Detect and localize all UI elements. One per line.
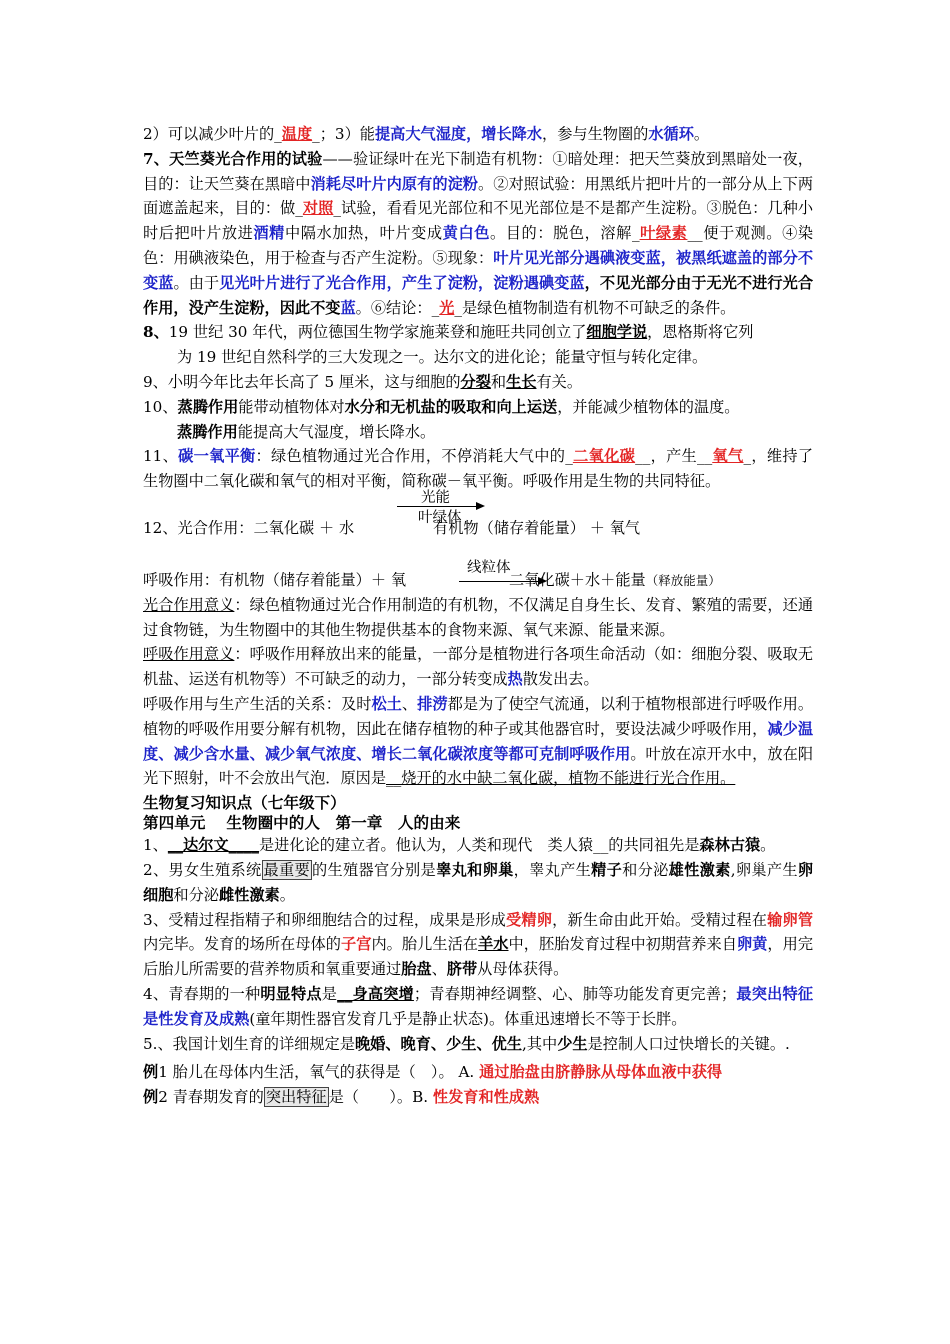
answer: 性发育和性成熟 — [432, 1088, 540, 1107]
answer-humidity: 提高大气湿度，增长降水 — [374, 125, 543, 143]
paragraph-10-transpiration — [143, 395, 813, 445]
highlight: 消耗尽叶片内原有的淀粉 — [310, 174, 479, 193]
answer-cell-theory: 细胞学说 — [586, 323, 648, 342]
bold-text: 蒸腾作用 — [177, 397, 239, 416]
text: 4、青春期的一种 — [143, 984, 261, 1003]
text: 二氧化碳＋水＋能量 — [509, 570, 646, 589]
text: 。叶放在凉开水中，放在阳光下照射，叶不会放出气泡．原因是 — [143, 744, 814, 788]
answer-chlorophyll: 叶绿素 — [639, 224, 688, 243]
answer-yolk: 卵黄 — [736, 935, 768, 954]
photosynthesis-equation — [143, 489, 813, 544]
answer-loosen-soil: 松土 — [371, 694, 402, 713]
text: 是控制人口过快增长的关键。. — [587, 1034, 790, 1053]
text: 19 世纪 30 年代，两位德国生物学家施莱登和施旺共同创立了 — [168, 323, 587, 342]
text: _是绿色植物制造有机物不可缺乏的条件。 — [454, 298, 736, 317]
item-7-title: 7、天竺葵光合作用的试验 — [143, 149, 323, 168]
equation-right: 有机物（储存着能量） ＋ 氧气 — [433, 518, 641, 537]
text: ,卵巢产生 — [730, 860, 798, 879]
text: _；3）能 — [312, 125, 375, 143]
answer-division: 分裂 — [460, 372, 491, 391]
text: 2 青春期发育的 — [158, 1088, 264, 1107]
document-body — [143, 122, 813, 1110]
text: 。⑥结论：_ — [355, 298, 440, 317]
bold-text: 睾丸和卵巢 — [436, 860, 514, 879]
answer: 通过胎盘由脐静脉从母体血液中获得 — [479, 1063, 723, 1082]
boxed-term: 最重要 — [263, 860, 311, 879]
arrow-label-light: 光能 — [421, 489, 450, 506]
text: 中，胚胎发育过程中初期营养来自 — [508, 935, 737, 954]
bold-text: 明显特点 — [260, 984, 322, 1003]
answer-oxygen: 氧气 — [712, 447, 744, 466]
text: 。由于 — [173, 273, 220, 292]
arrow-label-mitochondria: 线粒体 — [467, 559, 511, 576]
answer-forest-ape: 森林古猿 — [699, 836, 761, 855]
bold-text: 雌性激素 — [218, 885, 280, 904]
text: _，维持了生物圈中二氧化碳和氧气的相对平衡，简称碳－氧平衡。呼吸作用是生物的共同特征。 — [143, 447, 814, 491]
bold-text: 雄性激素 — [668, 860, 731, 879]
bold-text: ，不见光部分由于无光不进行光合作用，没产生淀粉，因此不变 — [143, 273, 814, 317]
respiration-equation — [143, 559, 813, 593]
example-1 — [143, 1060, 813, 1085]
answer-co2: 二氧化碳 — [572, 447, 636, 466]
arrow-label-chloroplast: 叶绿体 — [418, 509, 462, 526]
text: 5.、我国计划生育的详细规定是 — [143, 1034, 355, 1053]
answer-water-cycle: 水循环 — [648, 125, 694, 143]
text: 是 — [321, 984, 338, 1003]
example-label: 例 — [143, 1088, 159, 1107]
question-1 — [143, 833, 813, 858]
question-4 — [143, 982, 813, 1032]
answer-light: 光 — [439, 298, 455, 317]
bold-text: 精子 — [591, 860, 623, 879]
text: 内完毕。发育的场所在母体的 — [143, 935, 341, 954]
equation-left: 12、光合作用：二氧化碳 ＋ 水 — [143, 518, 355, 537]
text: 是（ ）。B. — [328, 1088, 429, 1107]
paragraph-photosynthesis-meaning — [143, 593, 813, 643]
note: （释放能量） — [645, 572, 721, 588]
text: 9、小明今年比去年长高了 5 厘米，这与细胞的 — [143, 372, 461, 391]
highlight: 最突出特征是性发育及成熟 — [143, 984, 814, 1028]
bold-text: 水分和无机盐的吸取和向上运送 — [344, 397, 558, 416]
answer-height: __身高突增 — [337, 984, 414, 1003]
answer-drainage: 排涝 — [417, 694, 448, 713]
answer-reason: __烧开的水中缺二氧化碳，植物不能进行光合作用。 — [386, 769, 736, 788]
paragraph-9 — [143, 370, 813, 395]
answer-growth: 生长 — [506, 372, 537, 391]
text: ：绿色植物通过光合作用制造的有机物，不仅满足自身生长、发育、繁殖的需要，还通过食物链，为生物圈中的其他生物提供基本的食物来源、氧气来源、能量来源。 — [143, 595, 814, 639]
bold-text: 晚婚、晚育、少生、优生 — [354, 1034, 522, 1053]
text: ：呼吸作用释放出来的能量，一部分是植物进行各项生命活动（如：细胞分裂、吸取无机盐、运送有机物等）不可缺乏的动力，一部分转变成 — [143, 645, 814, 689]
question-5 — [143, 1032, 813, 1057]
answer-yellow-white: 黄白色 — [442, 224, 490, 243]
text: 和 — [490, 372, 507, 391]
bold-text: 蒸腾作用 — [177, 422, 238, 441]
text: ：绿色植物通过光合作用，不停消耗大气中的_ — [255, 447, 573, 466]
question-2 — [143, 858, 813, 908]
item-number: 8、 — [143, 323, 169, 342]
unit-heading: 第四单元 生物圈中的人 第一章 人的由来 — [143, 813, 461, 833]
text: ；青春期神经调整、心、肺等功能发育更完善； — [413, 984, 737, 1003]
text: 2）可以减少叶片的_ — [143, 125, 282, 143]
text: 、 — [431, 960, 447, 979]
text: _试验，看看见光部位和不见光部位是不是都产生淀粉。③脱色：几种小时后把叶片放进 — [143, 199, 814, 243]
text: 能带动植物体对 — [238, 397, 345, 416]
text: 10、 — [143, 397, 178, 416]
bold-text: 卵细胞 — [143, 860, 814, 904]
highlight: 碳一氧平衡 — [178, 447, 256, 466]
answer-zygote: 受精卵 — [506, 910, 553, 929]
text: 的生殖器官分别是 — [312, 860, 437, 879]
answer-darwin: __达尔文____ — [167, 836, 259, 855]
text: 11、 — [143, 447, 179, 466]
text: 2、男女生殖系统 — [143, 860, 262, 879]
text: 3、受精过程指精子和卵细胞结合的过程，成果是形成 — [143, 910, 507, 929]
answer-amniotic-fluid: 羊水 — [478, 935, 509, 954]
text: 中隔水加热，叶片变成 — [284, 224, 443, 243]
text: ——验证绿叶在光下制造有机物：①暗处理：把天竺葵放到黑暗处一夜，目的：让天竺葵在黑暗中 — [143, 149, 813, 193]
paragraph-11-carbon-oxygen — [143, 444, 813, 494]
paragraph-respiration-life — [143, 692, 813, 791]
text: 呼吸作用与生产生活的关系：及时 — [143, 694, 372, 713]
text: 1、 — [143, 836, 168, 855]
boxed-term: 突出特征 — [265, 1088, 327, 1107]
highlight: 减少温度、减少含水量、减少氧气浓度、增长二氧化碳浓度等都可克制呼吸作用 — [143, 719, 814, 763]
highlight: 蓝 — [340, 298, 356, 317]
text: 和分泌 — [173, 885, 219, 904]
highlight: 叶片见光部分遇碘液变蓝，被黑纸遮盖的部分不变蓝 — [143, 248, 814, 292]
text: ，用完后胎儿所需要的营养物质和氧重要通过 — [143, 935, 814, 979]
text: ，恩格斯将它列 — [647, 323, 754, 342]
example-label: 例 — [143, 1063, 159, 1082]
text: 。 — [279, 885, 295, 904]
text: 有关。 — [536, 372, 583, 391]
text: 能提高大气湿度，增长降水。 — [237, 422, 436, 441]
bold-text: 脐带 — [446, 960, 478, 979]
term: 光合作用意义 — [143, 595, 235, 614]
text: (童年期性器官发育几乎是静止状态)。体重迅速增长不等于长胖。 — [249, 1009, 687, 1028]
text: ，并能减少植物体的温度。 — [557, 397, 740, 416]
text: 内。胎儿生活在 — [371, 935, 479, 954]
text: __便于观测。④染色：用碘液染色，用于检查与否产生淀粉。⑤现象： — [143, 224, 814, 267]
text: ，睾丸产生 — [513, 860, 592, 879]
bold-text: 少生 — [557, 1034, 588, 1053]
text: 1 胎儿在母体内生活，氧气的获得是（ ）。 A. — [158, 1063, 475, 1082]
text: 散发出去。 — [522, 670, 599, 689]
text: ,其中 — [522, 1034, 558, 1053]
answer-control: 对照 — [302, 199, 334, 218]
text: 。 — [760, 836, 776, 855]
paragraph-transpiration-tail — [143, 122, 813, 147]
equation-left: 呼吸作用：有机物（储存着能量）＋ 氧 — [143, 570, 407, 589]
question-3 — [143, 908, 813, 982]
section-heading: 生物复习知识点（七年级下） — [143, 793, 346, 813]
answer-temperature: 温度 — [281, 125, 313, 143]
paragraph-respiration-meaning — [143, 642, 813, 692]
text: 从母体获得。 — [477, 960, 569, 979]
paragraph-8-cell-theory — [143, 320, 813, 370]
text: ，新生命由此开始。受精过程在 — [552, 910, 768, 929]
text: __，产生__ — [635, 447, 713, 466]
text: ，参与生物圈的 — [542, 125, 649, 143]
text: 。 — [693, 125, 710, 143]
highlight: 见光叶片进行了光合作用，产生了淀粉，淀粉遇碘变蓝 — [219, 273, 585, 292]
text: 都是为了使空气流通，以利于植物根部进行呼吸作用。植物的呼吸作用要分解有机物，因此在储存植物的种子或其他器官时，要设法减少呼吸作用， — [143, 694, 814, 738]
paragraph-7-geranium-experiment — [143, 147, 813, 321]
text: 是进化论的建立者。他认为，人类和现代 类人猿__的共同祖先是 — [258, 836, 700, 855]
answer-oviduct: 输卵管 — [767, 910, 814, 929]
answer-heat: 热 — [507, 670, 523, 689]
text: 和分泌 — [622, 860, 669, 879]
answer-uterus: 子宫 — [340, 935, 372, 954]
term: 呼吸作用意义 — [143, 645, 235, 664]
example-2 — [143, 1085, 813, 1110]
text: 、 — [401, 694, 418, 713]
answer-alcohol: 酒精 — [253, 224, 285, 243]
text: 。目的：脱色，溶解_ — [490, 224, 640, 243]
bold-text: 胎盘 — [401, 960, 432, 979]
equation-right — [509, 568, 721, 594]
text: 为 19 世纪自然科学的三大发现之一。达尔文的进化论；能量守恒与转化定律。 — [177, 348, 708, 367]
text: 。②对照试验：用黑纸片把叶片的一部分从上下两面遮盖起来，目的：做_ — [143, 174, 814, 218]
